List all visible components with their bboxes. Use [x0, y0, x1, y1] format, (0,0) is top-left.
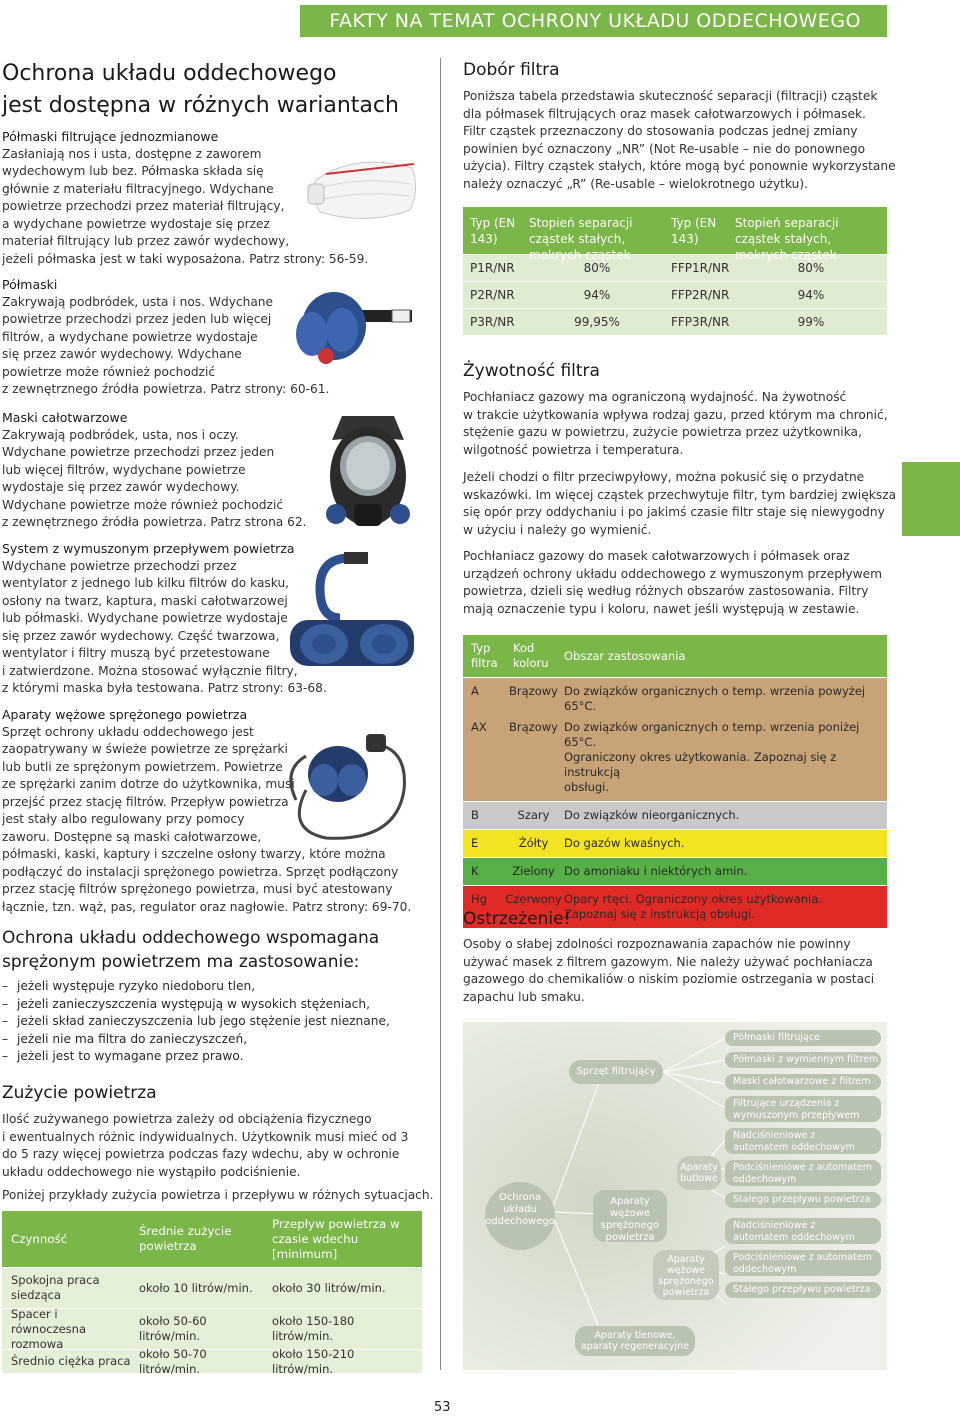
filter-life-text-3: Pochłaniacz gazowy do masek całotwarzowych i półmasek oraz urządzeń ochrony układu oddechowego z wymuszonym przepływem powietrza, dzieli się według różnych obszarów zastosowania. Filtry mają oznaczenie typu i koloru, nawet jeśli występują w zestawie. [463, 549, 882, 616]
page-header: FAKTY NA TEMAT OCHRONY UKŁADU ODDECHOWEGO [300, 5, 887, 37]
side-tab [902, 462, 960, 536]
half-mask-image [286, 290, 414, 370]
filter-selection-title: Dobór filtra [463, 60, 560, 80]
diagram-leaf: Podciśnieniowe z automatem oddechowym [725, 1160, 881, 1186]
diagram-leaf: Stałego przepływu powietrza [725, 1192, 881, 1208]
section-text: Zakrywają podbródek, usta, nos i oczy. Wdychane powietrze przechodzi przez jeden lub więcej filtrów, wydychane powietrze wydostaje się przez zawór wydechowy. Wdychane powietrze może również pochodzić z zewnętrznego źródła powietrza. Patrz strona 62. [2, 427, 307, 529]
section-text: Wdychane powietrze przechodzi przez wentylator z jednego lub kilku filtrów do kasku, osłony na twarz, kaptura, maski całotwarzowej lub półmaski. Wydychane powietrze wydostaje się przez zawór wydechowy. Część twarzowa, wentylator i filtry muszą być przetestowane i zatwierdzone. Można stosować wyłącznie filtry, z którymi maska była testowana. Patrz strony: 63-68. [2, 558, 327, 695]
full-face-mask-image [320, 410, 416, 538]
powered-air-unit-image [280, 548, 420, 676]
section-title: Aparaty wężowe sprężonego powietrza [2, 707, 248, 722]
gas-filter-table [463, 635, 887, 928]
diagram-leaf: Filtrujące urządzenia z wymuszonym przepływem [725, 1096, 881, 1122]
section-title: Półmaski [2, 277, 58, 292]
list-item: – jeżeli występuje ryzyko niedoboru tlen, [2, 978, 427, 996]
compressed-air-hose-image [276, 730, 416, 846]
supplied-air-bullets [2, 978, 427, 1066]
table-row: K Zielony Do amoniaku i niektórych amin. [463, 857, 887, 885]
section-title: System z wymuszonym przepływem powietrza [2, 541, 295, 556]
table-row: Średnio ciężka praca około 50-70 litrów/min. około 150-210 litrów/min. [2, 1349, 422, 1373]
filter-life-title: Żywotność filtra [463, 361, 600, 381]
section-text: Sprzęt ochrony układu oddechowego jest zaopatrywany w świeże powietrze ze sprężarki lub butli ze sprężonym powietrzem. Powietrze ze sprężarki zanim dotrze do użytkownika, musi przejść przez stację filtrów. Przepływ powietrza jest stały albo regulowany przy pomocy zaworu. Dostępne są maski całotwarzowe, półmaski, kaski, kaptury i szczelne osłony twarzy, które można podłączyć do instalacji sprężonego powietrza. Sprzęt podłączony przez stację filtrów sprężonego powietrza, musi być atestowany łącznie, tzn. wąż, pas, regulator oraz nagłowie. Patrz strony: 69-70. [2, 724, 412, 914]
list-item: – jeżeli nie ma filtra do zanieczyszczeń, [2, 1031, 427, 1049]
list-item: – jeżeli zanieczyszczenia występują w wysokich stężeniach, [2, 996, 427, 1014]
table-row: P2R/NR 94% FFP2R/NR 94% [463, 282, 887, 308]
diagram-root: Ochrona układu oddechowego [485, 1182, 555, 1250]
page-number: 53 [434, 1400, 451, 1415]
column-divider [440, 58, 441, 1370]
diagram-leaf: Maski całotwarzowe z filtrem [725, 1074, 881, 1090]
filter-life-text-2: Jeżeli chodzi o filtr przeciwpyłowy, można pokusić się o przydatne wskazówki. Im więcej cząstek przechwytuje filtr, tym bardziej zwiększa się opór przy oddychaniu i po jakimś czasie filtr staje się niewygodny w użyciu i należy go wymienić. [463, 470, 897, 537]
table-row: P1R/NR 80% FFP1R/NR 80% [463, 255, 887, 281]
warning-title: Ostrzeżenie! [463, 909, 571, 929]
diagram-leaves-top [725, 1030, 881, 1298]
diagram-filter-node: Sprzęt filtrujący [569, 1060, 663, 1084]
air-consumption-intro: Poniżej przykłady zużycia powietrza i przepływu w różnych sytuacjach. [2, 1188, 434, 1202]
table-header: Czynność Średnie zużycie powietrza Przepływ powietrza w czasie wdechu [minimum] [11, 1216, 400, 1261]
air-consumption-text: Ilość zużywanego powietrza zależy od obciążenia fizycznego i ewentualnych różnic indywidualnych. Użytkownik musi mieć od 3 do 5 razy więcej powietrza podczas fazy wdechu, aby w ochronie układu oddechowego nie wystąpiło podciśnienie. [2, 1112, 409, 1179]
diagram-regenerative-node: Aparaty tlenowe, aparaty regeneracyjne [575, 1326, 695, 1356]
section-text: Zasłaniają nos i usta, dostępne z zaworem wydechowym lub bez. Półmaska składa się głównie z materiału filtracyjnego. Wdychane powietrze przechodzi przez materiał filtrujący, a wydychane powietrze wydostaje się przez materiał filtrujący lub przez zawór wydechowy, jeżeli półmaska jest w taki wyposażona. Patrz strony: 56-59. [2, 146, 369, 266]
section-title: Półmaski filtrujące jednozmianowe [2, 129, 219, 144]
diagram-leaf: Nadciśnieniowe z automatem oddechowym [725, 1128, 881, 1154]
air-usage-table [2, 1211, 422, 1376]
particle-filter-table [463, 207, 887, 335]
diagram-leaf: Podciśnieniowe z automatem oddechowym [725, 1250, 881, 1276]
table-header: Typ filtra Kod koloru Obszar zastosowania [463, 635, 887, 677]
diagram-hose-node: Aparaty wężowe sprężonego powietrza [653, 1250, 719, 1300]
diagram-leaf: Półmaski filtrujące [725, 1030, 881, 1046]
table-row: Spokojna praca siedząca około 10 litrów/min. około 30 litrów/min. [2, 1267, 422, 1308]
table-row: A Brązowy Do związków organicznych o temp. wrzenia powyżej 65°C. [463, 677, 887, 716]
table-header: Typ (EN 143) Stopień separacji cząstek stałych, mokrych cząstek Typ (EN 143) Stopień separacji cząstek stałych, mokrych cząstek [463, 207, 887, 254]
diagram-leaf: Półmaski z wymiennym filtrem [725, 1052, 881, 1068]
main-title: Ochrona układu oddechowego jest dostępna w różnych wariantach [2, 61, 399, 118]
table-row: B Szary Do związków nieorganicznych. [463, 801, 887, 829]
section-text: Zakrywają podbródek, usta i nos. Wdychane powietrze przechodzi przez jeden lub więcej filtrów, a wydychane powietrze wydostaje się przez zawór wydechowy. Wdychane powietrze może również pochodzić z zewnętrznego źródła powietrza. Patrz strony: 60-61. [2, 294, 330, 396]
supplied-air-title: Ochrona układu oddechowego wspomagana sprężonym powietrzem ma zastosowanie: [2, 928, 380, 972]
warning-text: Osoby o słabej zdolności rozpoznawania zapachów nie powinny używać masek z filtrem gazowym. Nie należy używać pochłaniacza gazowego do chemikaliów o niskim poziomie ostrzegania w postaci zapachu lub smaku. [463, 937, 875, 1004]
diagram-leaf: Nadciśnieniowe z automatem oddechowym [725, 1218, 881, 1244]
table-row: AX Brązowy Do związków organicznych o temp. wrzenia poniżej 65°C. Ograniczony okres użytkowania. Zapoznaj się z instrukcją obsługi. [463, 716, 887, 801]
table-row: Hg Czerwony Opary rtęci. Ograniczony okres użytkowania. Zapoznaj się z instrukcją obsługi. [463, 885, 887, 928]
disposable-mask-image [306, 150, 424, 230]
diagram-supplied-node: Aparaty wężowe sprężonego powietrza [593, 1190, 667, 1242]
list-item: – jeżeli jest to wymagane przez prawo. [2, 1048, 427, 1066]
diagram-leaf: Stałego przepływu powietrza [725, 1282, 881, 1298]
table-row: Spacer i równoczesna rozmowa około 50-60 litrów/min. około 150-180 litrów/min. [2, 1308, 422, 1349]
rpe-classification-diagram [463, 1022, 887, 1370]
table-row: E Żółty Do gazów kwaśnych. [463, 829, 887, 857]
air-consumption-title: Zużycie powietrza [2, 1083, 157, 1103]
table-row: P3R/NR 99,95% FFP3R/NR 99% [463, 309, 887, 335]
filter-selection-text: Poniższa tabela przedstawia skuteczność separacji (filtracji) cząstek dla półmasek filtrujących oraz masek całotwarzowych i półmasek. Filtr cząstek przeznaczony do stosowania podczas jednej zmiany powinien być oznaczony „NR” (Not Re-usable – nie do ponownego użycia). Filtry cząstek stałych, które mogą być ponownie wykorzystane należy oznaczyć „R” (Re-usable – wielokrotnego użytku). [463, 89, 896, 191]
diagram-cylinder-node: Aparaty butlowe [677, 1156, 721, 1190]
filter-life-text-1: Pochłaniacz gazowy ma ograniczoną wydajność. Na żywotność w trakcie użytkowania wpływa rodzaj gazu, przed którym ma chronić, stężenie gazu w powietrzu, zużycie powietrza przez użytkownika, wilgotność powietrza i temperatura. [463, 390, 888, 457]
list-item: – jeżeli skład zanieczyszczenia lub jego stężenie jest nieznane, [2, 1013, 427, 1031]
section-title: Maski całotwarzowe [2, 410, 128, 425]
